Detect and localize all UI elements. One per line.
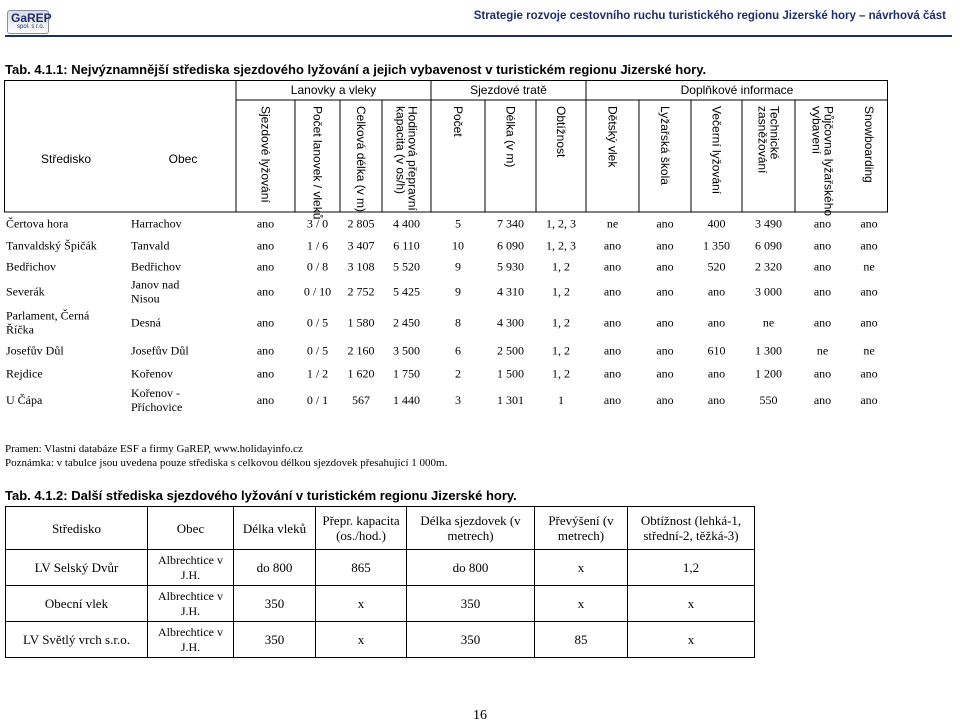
table1-cell-obec: Kořenov -: [131, 386, 180, 400]
table1-cell-value: ano: [256, 216, 275, 231]
table1-cell-value: ano: [656, 238, 674, 253]
garep-logo: [7, 10, 52, 34]
table1-cell-value: ano: [256, 343, 275, 358]
table2-header-row: [6, 507, 755, 550]
table2-header-cell: Obtížnost (lehká-1, střední-2, těžká-3): [628, 507, 755, 550]
table1-cell-value: ano: [860, 315, 878, 330]
table1-cell-value: ano: [656, 259, 674, 274]
table1-cell-value: ano: [860, 238, 878, 253]
table1-cell-value: ano: [707, 366, 726, 381]
table1-cell-value: ano: [860, 393, 878, 407]
table1-cell-value: 3 407: [347, 238, 375, 253]
table1-cell-value: 4 300: [497, 315, 524, 330]
table2-cell-obtiznost: x: [628, 622, 755, 658]
table1-header-rotated: Snowboarding: [862, 106, 876, 183]
table1-cell-value: 1 440: [393, 393, 420, 407]
table1-cell-value: ano: [860, 216, 878, 231]
table1-cell-value: ano: [256, 284, 275, 299]
table1-cell-value: ano: [813, 259, 832, 274]
table1-cell-value: ano: [860, 284, 878, 299]
table1-cell-value: 5: [455, 216, 461, 231]
table1-cell-value: 2 160: [347, 343, 375, 358]
table1-cell-value: 4 400: [393, 216, 420, 231]
table1-group-header: Lanovky a vleky: [290, 83, 377, 97]
table2-cell-delka-vleku: 350: [234, 586, 316, 622]
table1-cell-value: 1, 2: [552, 315, 570, 330]
table1-cell-value: 1 620: [347, 366, 375, 381]
table1-cell-value: 1 750: [393, 366, 420, 381]
table2-row: [6, 586, 755, 622]
table1-cell-value: 550: [759, 393, 778, 407]
table2-cell-obec: Albrechtice v J.H.: [148, 622, 234, 658]
table1-caption: Tab. 4.1.1: Nejvýznamnější střediska sjezdového lyžování a jejich vybavenost v turistickém regionu Jizerské hory.: [5, 62, 707, 77]
table1-cell-obec: Desná: [131, 315, 161, 330]
table1-cell-value: 400: [707, 216, 726, 231]
table1-header-rotated: Počet: [451, 106, 465, 137]
table1-group-header: Sjezdové tratě: [470, 83, 547, 97]
table1-header-rotated: Lyžařská škola: [658, 106, 672, 185]
table1-cell-value: 5 520: [393, 259, 420, 274]
table1-cell-obec: Kořenov: [131, 366, 173, 381]
table1-cell-value: ano: [707, 393, 726, 407]
table1-cell-obec: Příchovice: [131, 400, 183, 414]
table1-header-rotated: kapacita (v os/h): [393, 106, 408, 195]
table2-cell-obec: Albrechtice v J.H.: [148, 550, 234, 586]
table1-cell-value: 0 / 5: [306, 343, 329, 358]
table1-cell-value: 6 110: [393, 238, 420, 253]
table1-header-rotated: Večerní lyžování: [709, 106, 724, 195]
table1-cell-value: ne: [863, 259, 875, 274]
table1-header-rotated: Technické: [767, 106, 782, 160]
table1-cell-value: 4 310: [497, 284, 524, 299]
table1-header-rotated: zasněžování: [755, 106, 770, 174]
table2-cell-prevyseni: x: [535, 550, 628, 586]
table1-cell-value: 610: [707, 343, 726, 358]
table1-cell-value: 1 / 6: [306, 238, 329, 253]
table1-cell-stredisko: Tanvaldský Špičák: [6, 238, 97, 253]
table1-cell-value: ano: [603, 393, 622, 407]
table2-header-cell: Obec: [148, 507, 234, 550]
table1-cell-value: 1 580: [347, 315, 375, 330]
page-number: 16: [473, 708, 487, 723]
table1-cell-value: ano: [656, 315, 674, 330]
table1-cell-value: 3 108: [347, 259, 375, 274]
table1-header-stredisko: Středisko: [40, 152, 92, 166]
table1-cell-value: ne: [762, 315, 775, 330]
table1-cell-value: 3 000: [755, 284, 782, 299]
table1-cell-value: ano: [813, 366, 832, 381]
table1-cell-value: 7 340: [497, 216, 524, 231]
table1-cell-value: ano: [813, 315, 832, 330]
table1-cell-value: 0 / 8: [306, 259, 329, 274]
table1-cell-obec: Nisou: [131, 291, 160, 306]
table2-cell-delka-vleku: do 800: [234, 550, 316, 586]
table1-cell-value: ano: [656, 284, 674, 299]
table2-cell-obtiznost: x: [628, 586, 755, 622]
table2-header-cell: Převýšení (v metrech): [535, 507, 628, 550]
table1-cell-value: ano: [603, 238, 622, 253]
table1-cell-stredisko: U Čápa: [6, 393, 43, 407]
table1-cell-value: 6: [455, 343, 461, 358]
table2: [5, 506, 755, 658]
table2-header-cell: Přepr. kapacita (os./hod.): [316, 507, 407, 550]
table1-cell-value: 9: [455, 259, 461, 274]
table1-cell-obec: Janov nad: [131, 277, 180, 292]
table1-cell-value: 1 350: [703, 238, 730, 253]
table2-header-cell: Délka sjezdovek (v metrech): [407, 507, 535, 550]
table1-cell-value: 3 500: [393, 343, 420, 358]
table1-cell-value: 0 / 5: [306, 315, 329, 330]
table2-cell-stredisko: Obecní vlek: [6, 586, 148, 622]
table1-cell-value: ne: [816, 343, 829, 358]
table1-cell-value: 1, 2, 3: [546, 216, 576, 231]
table1-cell-obec: Harrachov: [131, 216, 182, 231]
table1-cell-value: 5 930: [497, 259, 524, 274]
table2-cell-stredisko: LV Světlý vrch s.r.o.: [6, 622, 148, 658]
table1-cell-value: 3: [455, 393, 461, 407]
table1-cell-value: 1, 2: [552, 284, 570, 299]
table2-cell-kapacita: x: [316, 586, 407, 622]
table1-grid: [4, 80, 888, 450]
table2-header-cell: Středisko: [6, 507, 148, 550]
table2-cell-stredisko: LV Selský Dvůr: [6, 550, 148, 586]
table1-cell-value: 2 805: [347, 216, 375, 231]
table1-cell-value: 1, 2, 3: [546, 238, 576, 253]
table2-cell-kapacita: 865: [316, 550, 407, 586]
document-title: Strategie rozvoje cestovního ruchu turistického regionu Jizerské hory – návrhová část: [473, 10, 946, 22]
table1-cell-stredisko: Bedřichov: [6, 259, 56, 274]
table1-cell-value: 1: [558, 393, 564, 407]
table2-row: [6, 622, 755, 658]
table2-cell-prevyseni: x: [535, 586, 628, 622]
table1-cell-value: 2 320: [755, 259, 782, 274]
table1-cell-stredisko: Říčka: [6, 322, 34, 337]
table1-cell-value: ano: [256, 238, 275, 253]
table1-cell-value: 567: [352, 393, 370, 407]
table1-cell-value: ano: [603, 366, 622, 381]
table1-cell-value: ano: [656, 216, 674, 231]
table1-cell-value: ano: [813, 284, 832, 299]
table2-cell-obtiznost: 1,2: [628, 550, 755, 586]
table1-group-header: Doplňkové informace: [680, 83, 794, 97]
table1-cell-obec: Josefův Důl: [131, 343, 189, 358]
table1-header-rotated: Délka (v m): [503, 106, 518, 168]
table1-header-rotated: Dětský vlek: [605, 106, 620, 168]
table1-cell-obec: Bedřichov: [131, 259, 181, 274]
table1-cell-value: 2 752: [347, 284, 375, 299]
table1-cell-value: 1 500: [497, 366, 524, 381]
logo-text: GaREP: [11, 11, 52, 25]
table1-cell-value: ano: [256, 315, 275, 330]
table1-cell-value: ano: [813, 393, 832, 407]
table1-cell-value: ano: [860, 366, 878, 381]
table1-header-rotated: Obtížnost: [554, 106, 568, 158]
table2-caption: Tab. 4.1.2: Další střediska sjezdového lyžování v turistickém regionu Jizerské hory.: [5, 488, 517, 503]
table1-cell-value: 2 450: [393, 315, 420, 330]
table1-cell-value: 8: [455, 315, 461, 330]
table1-source: Pramen: Vlastní databáze ESF a firmy GaREP, www.holidayinfo.cz: [5, 443, 303, 455]
table1-cell-value: ano: [707, 284, 726, 299]
table1-header-obec: Obec: [168, 152, 198, 166]
table1-header-rotated: Celková délka (v m): [354, 106, 368, 213]
logo-subtext: spol. s r.o.: [17, 24, 45, 30]
table1-cell-value: ano: [603, 259, 622, 274]
table1-cell-value: 9: [455, 284, 461, 299]
table1-cell-value: 6 090: [497, 238, 524, 253]
table1-cell-value: ano: [256, 366, 275, 381]
table1-cell-stredisko: Parlament, Černá: [6, 308, 90, 323]
table2-cell-delka-sjezdovek: 350: [407, 586, 535, 622]
table1-cell-stredisko: Josefův Důl: [6, 343, 64, 358]
table1-cell-value: ano: [813, 216, 832, 231]
table2-cell-obec: Albrechtice v J.H.: [148, 586, 234, 622]
table1-cell-value: ano: [656, 366, 674, 381]
table2-cell-delka-sjezdovek: 350: [407, 622, 535, 658]
table1-cell-value: 1 / 2: [306, 366, 329, 381]
table1-cell-value: 3 / 0: [306, 216, 329, 231]
table1-cell-value: 1, 2: [552, 343, 570, 358]
table1-cell-value: ano: [656, 343, 674, 358]
table1-cell-value: ano: [813, 238, 832, 253]
table1-cell-value: 1 301: [497, 393, 524, 407]
table2-cell-delka-vleku: 350: [234, 622, 316, 658]
table1-cell-value: 1, 2: [552, 366, 570, 381]
table1-cell-value: 5 425: [393, 284, 420, 299]
table1-note: Poznámka: v tabulce jsou uvedena pouze střediska s celkovou délkou sjezdovek přesahující 1 000m.: [5, 457, 448, 469]
table1-cell-value: ne: [606, 216, 619, 231]
table1-cell-value: ano: [256, 393, 275, 407]
table1-cell-value: 0 / 10: [303, 284, 332, 299]
table1-header-rotated: Sjezdové lyžování: [258, 106, 273, 203]
table1-cell-value: 2 500: [497, 343, 524, 358]
table1-cell-value: 1, 2: [552, 259, 570, 274]
table1-cell-value: 1 200: [755, 366, 782, 381]
table1-cell-stredisko: Čertova hora: [6, 216, 69, 231]
table1-cell-value: ano: [656, 393, 674, 407]
table1: [4, 80, 888, 450]
table1-cell-value: 10: [452, 238, 464, 253]
table1-cell-obec: Tanvald: [131, 238, 170, 253]
table2-header-cell: Délka vleků: [234, 507, 316, 550]
table1-header-rotated: Počet lanovek / vleků: [310, 106, 325, 220]
table2-cell-kapacita: x: [316, 622, 407, 658]
table1-cell-value: ne: [863, 343, 875, 358]
table1-cell-value: 0 / 1: [306, 393, 329, 407]
table1-cell-value: ano: [603, 315, 622, 330]
table2-row: [6, 550, 755, 586]
table1-cell-stredisko: Severák: [6, 284, 45, 299]
table1-cell-value: ano: [603, 343, 622, 358]
table1-cell-value: ano: [603, 284, 622, 299]
table1-header-rotated: vybavení: [809, 106, 824, 155]
table1-header-rotated: Půjčovna lyžařského: [821, 106, 836, 217]
table1-cell-value: ano: [707, 315, 726, 330]
table1-cell-value: 3 490: [755, 216, 782, 231]
table2-cell-delka-sjezdovek: do 800: [407, 550, 535, 586]
table1-cell-value: 2: [455, 366, 461, 381]
table1-cell-value: 6 090: [755, 238, 782, 253]
table1-cell-value: 520: [707, 259, 726, 274]
table1-header-rotated: Hodinová přepravní: [405, 106, 420, 211]
table1-cell-stredisko: Rejdice: [6, 366, 43, 381]
header-divider: [5, 35, 952, 37]
table1-cell-value: ano: [256, 259, 275, 274]
table1-cell-value: 1 300: [755, 343, 782, 358]
table2-cell-prevyseni: 85: [535, 622, 628, 658]
